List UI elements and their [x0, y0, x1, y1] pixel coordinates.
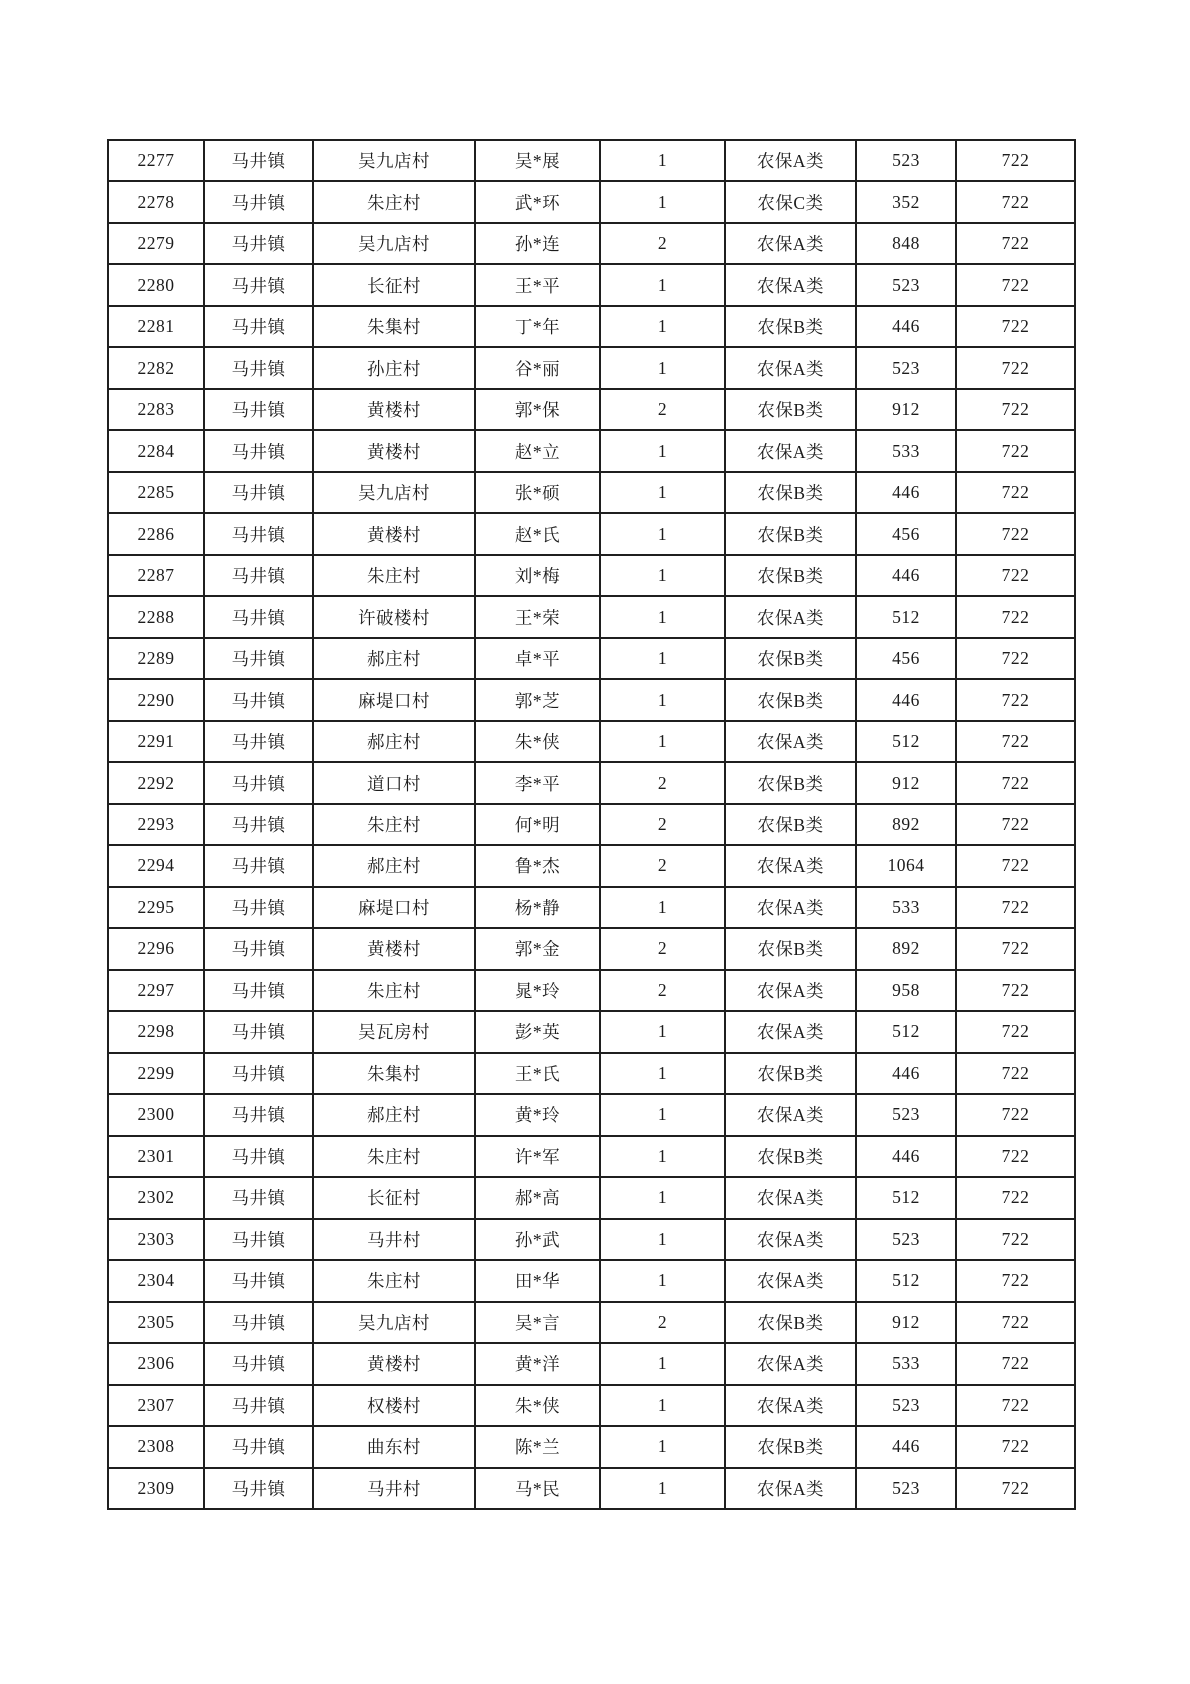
town-cell: 马井镇: [204, 555, 313, 596]
person-name-cell: 马*民: [475, 1468, 600, 1510]
serial-cell: 2298: [108, 1011, 204, 1052]
standard-cell: 722: [956, 679, 1075, 720]
amount-cell: 446: [856, 1136, 956, 1177]
person-count-cell: 1: [600, 679, 725, 720]
serial-cell: 2295: [108, 887, 204, 928]
person-name-cell: 吴*言: [475, 1302, 600, 1343]
insurance-category-cell: 农保A类: [725, 970, 856, 1011]
amount-cell: 533: [856, 1343, 956, 1384]
amount-cell: 958: [856, 970, 956, 1011]
amount-cell: 523: [856, 1385, 956, 1426]
person-count-cell: 1: [600, 1011, 725, 1052]
town-cell: 马井镇: [204, 513, 313, 554]
table-row: [108, 555, 1075, 596]
village-cell: 黄楼村: [313, 928, 475, 969]
town-cell: 马井镇: [204, 638, 313, 679]
person-count-cell: 1: [600, 1260, 725, 1301]
insurance-category-cell: 农保A类: [725, 845, 856, 886]
standard-cell: 722: [956, 596, 1075, 637]
person-count-cell: 2: [600, 928, 725, 969]
serial-cell: 2284: [108, 430, 204, 471]
table-row: [108, 264, 1075, 305]
person-count-cell: 1: [600, 1136, 725, 1177]
person-name-cell: 黄*洋: [475, 1343, 600, 1384]
village-cell: 孙庄村: [313, 347, 475, 388]
village-cell: 朱集村: [313, 306, 475, 347]
table-row: [108, 1177, 1075, 1218]
table-row: [108, 306, 1075, 347]
village-cell: 朱庄村: [313, 970, 475, 1011]
serial-cell: 2302: [108, 1177, 204, 1218]
standard-cell: 722: [956, 762, 1075, 803]
amount-cell: 912: [856, 1302, 956, 1343]
village-cell: 马井村: [313, 1219, 475, 1260]
serial-cell: 2307: [108, 1385, 204, 1426]
table-row: [108, 1302, 1075, 1343]
person-name-cell: 鲁*杰: [475, 845, 600, 886]
person-name-cell: 谷*丽: [475, 347, 600, 388]
village-cell: 朱庄村: [313, 804, 475, 845]
town-cell: 马井镇: [204, 1385, 313, 1426]
table-row: [108, 638, 1075, 679]
standard-cell: 722: [956, 928, 1075, 969]
person-name-cell: 孙*武: [475, 1219, 600, 1260]
insurance-category-cell: 农保B类: [725, 1053, 856, 1094]
village-cell: 朱庄村: [313, 181, 475, 222]
person-name-cell: 田*华: [475, 1260, 600, 1301]
insurance-category-cell: 农保A类: [725, 1219, 856, 1260]
person-count-cell: 2: [600, 804, 725, 845]
person-name-cell: 吴*展: [475, 140, 600, 181]
insurance-category-cell: 农保B类: [725, 513, 856, 554]
insurance-category-cell: 农保A类: [725, 1343, 856, 1384]
table-row: [108, 472, 1075, 513]
town-cell: 马井镇: [204, 1468, 313, 1510]
insurance-category-cell: 农保B类: [725, 389, 856, 430]
town-cell: 马井镇: [204, 928, 313, 969]
village-cell: 朱庄村: [313, 1136, 475, 1177]
town-cell: 马井镇: [204, 721, 313, 762]
amount-cell: 523: [856, 1468, 956, 1510]
person-name-cell: 刘*梅: [475, 555, 600, 596]
village-cell: 麻堤口村: [313, 887, 475, 928]
standard-cell: 722: [956, 430, 1075, 471]
person-name-cell: 赵*氏: [475, 513, 600, 554]
town-cell: 马井镇: [204, 1053, 313, 1094]
insurance-category-cell: 农保A类: [725, 430, 856, 471]
table-row: [108, 804, 1075, 845]
town-cell: 马井镇: [204, 1219, 313, 1260]
standard-cell: 722: [956, 845, 1075, 886]
roster-table: [107, 139, 1076, 1510]
person-name-cell: 黄*玲: [475, 1094, 600, 1135]
amount-cell: 512: [856, 1011, 956, 1052]
standard-cell: 722: [956, 1343, 1075, 1384]
amount-cell: 456: [856, 513, 956, 554]
village-cell: 权楼村: [313, 1385, 475, 1426]
standard-cell: 722: [956, 306, 1075, 347]
town-cell: 马井镇: [204, 1011, 313, 1052]
standard-cell: 722: [956, 638, 1075, 679]
person-name-cell: 朱*侠: [475, 1385, 600, 1426]
town-cell: 马井镇: [204, 845, 313, 886]
town-cell: 马井镇: [204, 1343, 313, 1384]
serial-cell: 2291: [108, 721, 204, 762]
village-cell: 长征村: [313, 264, 475, 305]
standard-cell: 722: [956, 140, 1075, 181]
table-row: [108, 347, 1075, 388]
serial-cell: 2299: [108, 1053, 204, 1094]
person-count-cell: 1: [600, 555, 725, 596]
insurance-category-cell: 农保B类: [725, 472, 856, 513]
person-name-cell: 朱*侠: [475, 721, 600, 762]
town-cell: 马井镇: [204, 430, 313, 471]
serial-cell: 2280: [108, 264, 204, 305]
insurance-category-cell: 农保B类: [725, 1302, 856, 1343]
amount-cell: 446: [856, 1426, 956, 1467]
amount-cell: 446: [856, 555, 956, 596]
amount-cell: 848: [856, 223, 956, 264]
serial-cell: 2304: [108, 1260, 204, 1301]
person-name-cell: 陈*兰: [475, 1426, 600, 1467]
serial-cell: 2300: [108, 1094, 204, 1135]
standard-cell: 722: [956, 389, 1075, 430]
standard-cell: 722: [956, 1177, 1075, 1218]
person-count-cell: 1: [600, 596, 725, 637]
person-count-cell: 1: [600, 140, 725, 181]
insurance-category-cell: 农保A类: [725, 1468, 856, 1510]
serial-cell: 2288: [108, 596, 204, 637]
amount-cell: 446: [856, 1053, 956, 1094]
person-name-cell: 王*平: [475, 264, 600, 305]
amount-cell: 456: [856, 638, 956, 679]
person-count-cell: 1: [600, 1468, 725, 1510]
insurance-category-cell: 农保B类: [725, 762, 856, 803]
standard-cell: 722: [956, 472, 1075, 513]
table-row: [108, 679, 1075, 720]
standard-cell: 722: [956, 1136, 1075, 1177]
person-count-cell: 1: [600, 721, 725, 762]
insurance-category-cell: 农保C类: [725, 181, 856, 222]
serial-cell: 2309: [108, 1468, 204, 1510]
serial-cell: 2294: [108, 845, 204, 886]
standard-cell: 722: [956, 970, 1075, 1011]
insurance-category-cell: 农保A类: [725, 140, 856, 181]
standard-cell: 722: [956, 721, 1075, 762]
town-cell: 马井镇: [204, 804, 313, 845]
amount-cell: 512: [856, 721, 956, 762]
serial-cell: 2292: [108, 762, 204, 803]
person-count-cell: 2: [600, 970, 725, 1011]
serial-cell: 2285: [108, 472, 204, 513]
person-count-cell: 1: [600, 513, 725, 554]
person-count-cell: 2: [600, 1302, 725, 1343]
village-cell: 郝庄村: [313, 1094, 475, 1135]
person-count-cell: 2: [600, 845, 725, 886]
village-cell: 马井村: [313, 1468, 475, 1510]
table-row: [108, 596, 1075, 637]
insurance-category-cell: 农保B类: [725, 1136, 856, 1177]
insurance-category-cell: 农保B类: [725, 306, 856, 347]
person-name-cell: 丁*年: [475, 306, 600, 347]
person-count-cell: 1: [600, 264, 725, 305]
village-cell: 朱庄村: [313, 1260, 475, 1301]
person-count-cell: 1: [600, 1177, 725, 1218]
insurance-category-cell: 农保B类: [725, 1426, 856, 1467]
serial-cell: 2305: [108, 1302, 204, 1343]
insurance-category-cell: 农保A类: [725, 1177, 856, 1218]
town-cell: 马井镇: [204, 264, 313, 305]
village-cell: 黄楼村: [313, 430, 475, 471]
table-row: [108, 1343, 1075, 1384]
town-cell: 马井镇: [204, 1302, 313, 1343]
serial-cell: 2308: [108, 1426, 204, 1467]
standard-cell: 722: [956, 555, 1075, 596]
person-name-cell: 武*环: [475, 181, 600, 222]
person-count-cell: 2: [600, 223, 725, 264]
town-cell: 马井镇: [204, 181, 313, 222]
table-row: [108, 887, 1075, 928]
person-name-cell: 王*氏: [475, 1053, 600, 1094]
table-row: [108, 389, 1075, 430]
serial-cell: 2281: [108, 306, 204, 347]
table-row: [108, 140, 1075, 181]
table-row: [108, 1260, 1075, 1301]
standard-cell: 722: [956, 1468, 1075, 1510]
standard-cell: 722: [956, 181, 1075, 222]
insurance-category-cell: 农保B类: [725, 928, 856, 969]
person-count-cell: 1: [600, 472, 725, 513]
table-row: [108, 1053, 1075, 1094]
serial-cell: 2283: [108, 389, 204, 430]
table-row: [108, 1219, 1075, 1260]
table-row: [108, 1011, 1075, 1052]
serial-cell: 2301: [108, 1136, 204, 1177]
person-name-cell: 彭*英: [475, 1011, 600, 1052]
person-count-cell: 1: [600, 1385, 725, 1426]
village-cell: 吴九店村: [313, 1302, 475, 1343]
person-name-cell: 张*硕: [475, 472, 600, 513]
village-cell: 许破楼村: [313, 596, 475, 637]
table-row: [108, 223, 1075, 264]
standard-cell: 722: [956, 1260, 1075, 1301]
serial-cell: 2306: [108, 1343, 204, 1384]
insurance-category-cell: 农保A类: [725, 887, 856, 928]
standard-cell: 722: [956, 804, 1075, 845]
person-count-cell: 1: [600, 1426, 725, 1467]
person-count-cell: 1: [600, 887, 725, 928]
standard-cell: 722: [956, 223, 1075, 264]
table-row: [108, 1426, 1075, 1467]
serial-cell: 2296: [108, 928, 204, 969]
person-name-cell: 赵*立: [475, 430, 600, 471]
table-row: [108, 928, 1075, 969]
table-row: [108, 1136, 1075, 1177]
town-cell: 马井镇: [204, 306, 313, 347]
serial-cell: 2279: [108, 223, 204, 264]
insurance-category-cell: 农保B类: [725, 679, 856, 720]
amount-cell: 912: [856, 762, 956, 803]
amount-cell: 523: [856, 1219, 956, 1260]
serial-cell: 2290: [108, 679, 204, 720]
town-cell: 马井镇: [204, 223, 313, 264]
town-cell: 马井镇: [204, 1426, 313, 1467]
town-cell: 马井镇: [204, 472, 313, 513]
person-name-cell: 杨*静: [475, 887, 600, 928]
person-name-cell: 郝*高: [475, 1177, 600, 1218]
town-cell: 马井镇: [204, 347, 313, 388]
person-count-cell: 1: [600, 1094, 725, 1135]
village-cell: 吴九店村: [313, 140, 475, 181]
serial-cell: 2293: [108, 804, 204, 845]
person-count-cell: 1: [600, 430, 725, 471]
village-cell: 郝庄村: [313, 845, 475, 886]
table-row: [108, 513, 1075, 554]
village-cell: 麻堤口村: [313, 679, 475, 720]
insurance-category-cell: 农保A类: [725, 1260, 856, 1301]
standard-cell: 722: [956, 513, 1075, 554]
standard-cell: 722: [956, 264, 1075, 305]
person-count-cell: 1: [600, 1219, 725, 1260]
serial-cell: 2282: [108, 347, 204, 388]
standard-cell: 722: [956, 1011, 1075, 1052]
amount-cell: 446: [856, 306, 956, 347]
amount-cell: 1064: [856, 845, 956, 886]
village-cell: 吴瓦房村: [313, 1011, 475, 1052]
table-row: [108, 845, 1075, 886]
standard-cell: 722: [956, 887, 1075, 928]
village-cell: 黄楼村: [313, 513, 475, 554]
amount-cell: 523: [856, 1094, 956, 1135]
insurance-category-cell: 农保A类: [725, 1011, 856, 1052]
person-name-cell: 卓*平: [475, 638, 600, 679]
table-row: [108, 181, 1075, 222]
person-name-cell: 何*明: [475, 804, 600, 845]
town-cell: 马井镇: [204, 1177, 313, 1218]
insurance-category-cell: 农保B类: [725, 555, 856, 596]
amount-cell: 446: [856, 679, 956, 720]
town-cell: 马井镇: [204, 389, 313, 430]
insurance-category-cell: 农保A类: [725, 1385, 856, 1426]
amount-cell: 912: [856, 389, 956, 430]
amount-cell: 892: [856, 928, 956, 969]
person-count-cell: 2: [600, 389, 725, 430]
table-row: [108, 1468, 1075, 1510]
amount-cell: 512: [856, 1260, 956, 1301]
standard-cell: 722: [956, 347, 1075, 388]
table-row: [108, 1385, 1075, 1426]
village-cell: 郝庄村: [313, 638, 475, 679]
town-cell: 马井镇: [204, 596, 313, 637]
amount-cell: 533: [856, 430, 956, 471]
village-cell: 道口村: [313, 762, 475, 803]
amount-cell: 523: [856, 347, 956, 388]
person-name-cell: 郭*芝: [475, 679, 600, 720]
amount-cell: 446: [856, 472, 956, 513]
person-name-cell: 郭*保: [475, 389, 600, 430]
village-cell: 黄楼村: [313, 1343, 475, 1384]
amount-cell: 892: [856, 804, 956, 845]
town-cell: 马井镇: [204, 1260, 313, 1301]
serial-cell: 2278: [108, 181, 204, 222]
serial-cell: 2289: [108, 638, 204, 679]
table-row: [108, 762, 1075, 803]
insurance-category-cell: 农保A类: [725, 264, 856, 305]
village-cell: 吴九店村: [313, 223, 475, 264]
table-row: [108, 1094, 1075, 1135]
amount-cell: 352: [856, 181, 956, 222]
village-cell: 朱庄村: [313, 555, 475, 596]
insurance-category-cell: 农保A类: [725, 596, 856, 637]
amount-cell: 512: [856, 596, 956, 637]
village-cell: 曲东村: [313, 1426, 475, 1467]
insurance-category-cell: 农保A类: [725, 721, 856, 762]
person-name-cell: 晁*玲: [475, 970, 600, 1011]
amount-cell: 512: [856, 1177, 956, 1218]
village-cell: 朱集村: [313, 1053, 475, 1094]
person-count-cell: 2: [600, 762, 725, 803]
insurance-category-cell: 农保A类: [725, 223, 856, 264]
serial-cell: 2286: [108, 513, 204, 554]
town-cell: 马井镇: [204, 887, 313, 928]
insurance-category-cell: 农保A类: [725, 1094, 856, 1135]
person-count-cell: 1: [600, 347, 725, 388]
amount-cell: 523: [856, 140, 956, 181]
person-name-cell: 许*军: [475, 1136, 600, 1177]
town-cell: 马井镇: [204, 1094, 313, 1135]
person-name-cell: 王*荣: [475, 596, 600, 637]
serial-cell: 2303: [108, 1219, 204, 1260]
insurance-category-cell: 农保A类: [725, 347, 856, 388]
standard-cell: 722: [956, 1426, 1075, 1467]
person-count-cell: 1: [600, 181, 725, 222]
person-name-cell: 郭*金: [475, 928, 600, 969]
person-name-cell: 李*平: [475, 762, 600, 803]
serial-cell: 2297: [108, 970, 204, 1011]
town-cell: 马井镇: [204, 679, 313, 720]
town-cell: 马井镇: [204, 762, 313, 803]
village-cell: 郝庄村: [313, 721, 475, 762]
village-cell: 吴九店村: [313, 472, 475, 513]
table-row: [108, 430, 1075, 471]
insurance-category-cell: 农保B类: [725, 638, 856, 679]
table-row: [108, 970, 1075, 1011]
standard-cell: 722: [956, 1385, 1075, 1426]
insurance-category-cell: 农保B类: [725, 804, 856, 845]
person-count-cell: 1: [600, 638, 725, 679]
serial-cell: 2287: [108, 555, 204, 596]
serial-cell: 2277: [108, 140, 204, 181]
person-count-cell: 1: [600, 306, 725, 347]
standard-cell: 722: [956, 1094, 1075, 1135]
standard-cell: 722: [956, 1053, 1075, 1094]
roster-table-body: [108, 140, 1075, 1509]
person-count-cell: 1: [600, 1343, 725, 1384]
table-row: [108, 721, 1075, 762]
amount-cell: 533: [856, 887, 956, 928]
standard-cell: 722: [956, 1302, 1075, 1343]
standard-cell: 722: [956, 1219, 1075, 1260]
amount-cell: 523: [856, 264, 956, 305]
town-cell: 马井镇: [204, 1136, 313, 1177]
village-cell: 黄楼村: [313, 389, 475, 430]
person-count-cell: 1: [600, 1053, 725, 1094]
person-name-cell: 孙*连: [475, 223, 600, 264]
town-cell: 马井镇: [204, 140, 313, 181]
village-cell: 长征村: [313, 1177, 475, 1218]
town-cell: 马井镇: [204, 970, 313, 1011]
